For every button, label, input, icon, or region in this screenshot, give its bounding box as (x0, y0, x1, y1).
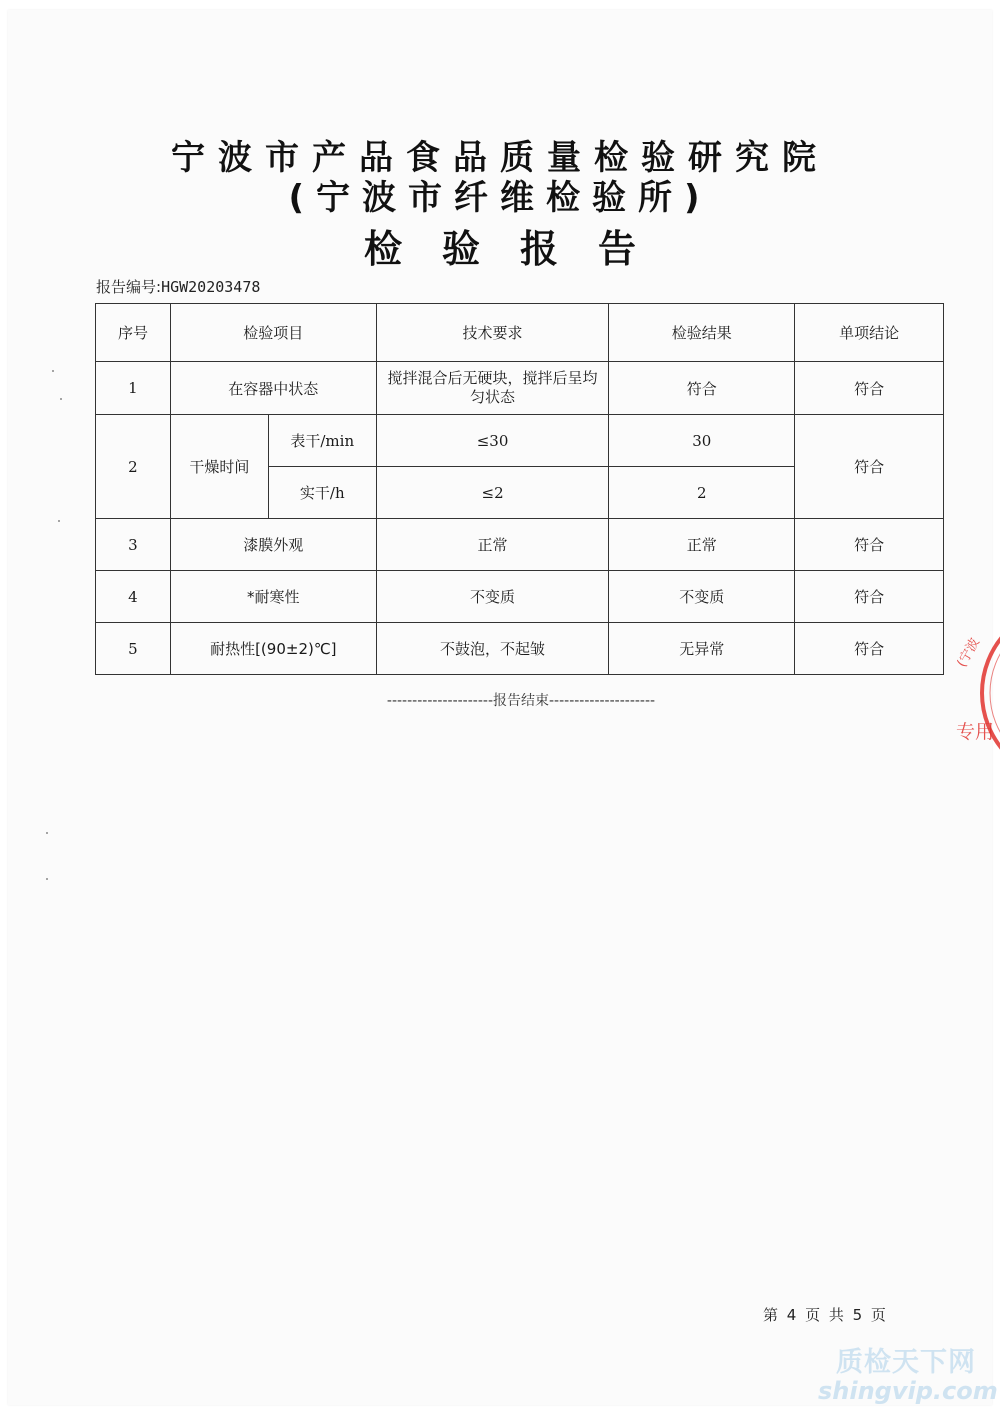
row-subitem: 表干/min (268, 415, 376, 467)
report-number (96, 276, 260, 297)
scan-speck (60, 398, 62, 400)
row-subitem: 实干/h (268, 467, 376, 519)
table-row (96, 571, 944, 623)
report-number-value: HGW20203478 (161, 278, 261, 296)
page-indicator: 第 4 页 共 5 页 (763, 1306, 888, 1324)
document-title: 检验报告 (363, 227, 676, 271)
row-result: 不变质 (609, 571, 795, 623)
row-conclusion: 符合 (795, 623, 944, 675)
row-conclusion: 符合 (795, 519, 944, 571)
table-row (96, 415, 944, 467)
row-requirement: 正常 (376, 519, 609, 571)
row-result: 2 (609, 467, 795, 519)
site-watermark (818, 1347, 998, 1405)
row-item: 干燥时间 (170, 415, 268, 519)
row-requirement: ≤2 (376, 467, 609, 519)
row-conclusion: 符合 (795, 415, 944, 519)
row-requirement: 不鼓泡，不起皱 (376, 623, 609, 675)
scan-speck (46, 832, 48, 834)
row-item: 漆膜外观 (170, 519, 376, 571)
row-conclusion: 符合 (795, 571, 944, 623)
row-no: 4 (96, 571, 171, 623)
institute-alt-name: (宁波市纤维检验所) (288, 178, 712, 218)
table-row (96, 519, 944, 571)
row-conclusion: 符合 (795, 362, 944, 415)
row-requirement: 不变质 (376, 571, 609, 623)
row-no: 5 (96, 623, 171, 675)
row-result: 正常 (609, 519, 795, 571)
row-no: 1 (96, 362, 171, 415)
stamp-text: 专用 (956, 721, 995, 743)
scan-speck (46, 878, 48, 880)
row-result: 符合 (609, 362, 795, 415)
row-item: 耐热性[(90±2)℃] (170, 623, 376, 675)
watermark-line1: 质检天下网 (836, 1347, 976, 1378)
table-row (96, 362, 944, 415)
scan-speck (52, 370, 54, 372)
report-end-marker: ---------------------报告结束--------------------- (386, 693, 656, 709)
row-item: 在容器中状态 (170, 362, 376, 415)
watermark-line2: shingvip.com (818, 1377, 998, 1405)
header-item: 检验项目 (170, 304, 376, 362)
row-result: 无异常 (609, 623, 795, 675)
row-no: 3 (96, 519, 171, 571)
row-requirement: 搅拌混合后无硬块，搅拌后呈均匀状态 (376, 362, 609, 415)
row-no: 2 (96, 415, 171, 519)
table-row (96, 623, 944, 675)
report-number-label: 报告编号: (96, 278, 162, 296)
header-conclusion: 单项结论 (795, 304, 944, 362)
header-no: 序号 (96, 304, 171, 362)
official-stamp (950, 598, 1000, 788)
row-item: *耐寒性 (170, 571, 376, 623)
institute-name: 宁波市产品食品质量检验研究院 (171, 138, 829, 178)
table-header-row (96, 304, 944, 362)
inspection-results-table (95, 303, 944, 675)
row-requirement: ≤30 (376, 415, 609, 467)
row-result: 30 (609, 415, 795, 467)
header-requirement: 技术要求 (376, 304, 609, 362)
scan-speck (58, 520, 60, 522)
header-result: 检验结果 (609, 304, 795, 362)
svg-text:(宁波: (宁波 (954, 635, 984, 670)
stamp-graphic (950, 598, 1000, 788)
